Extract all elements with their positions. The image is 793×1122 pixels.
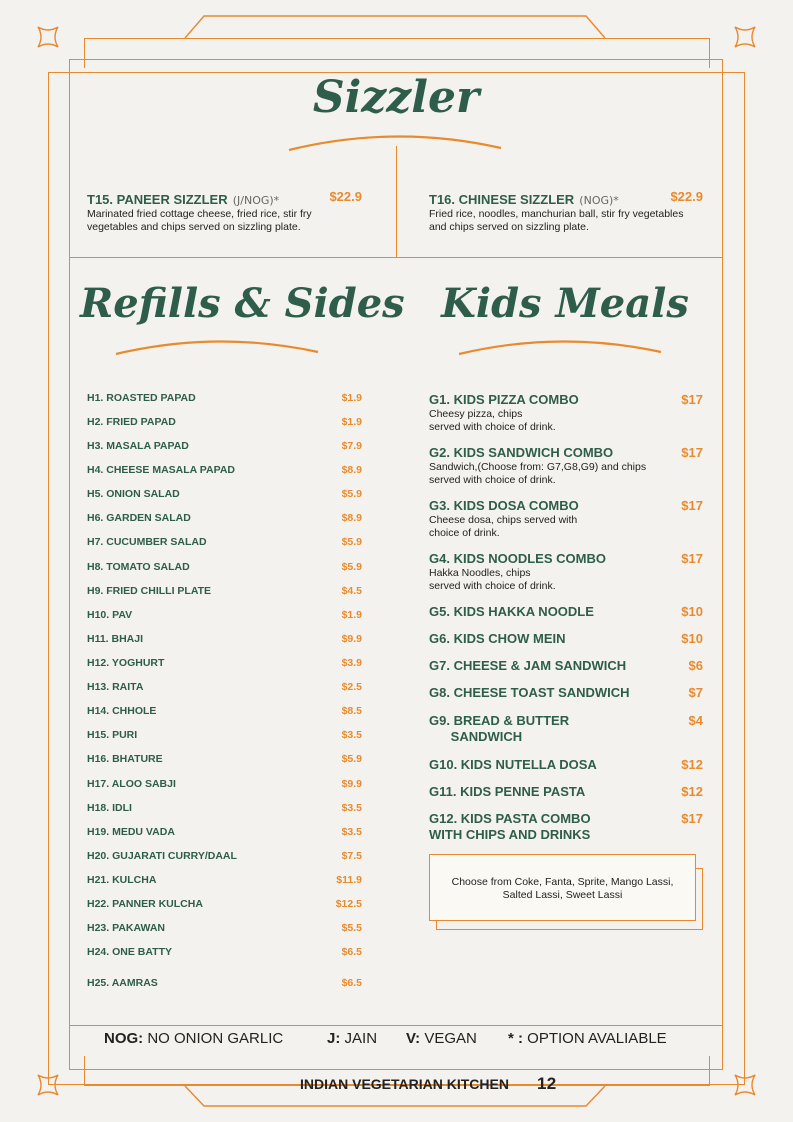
refill-item-name: H10. PAV bbox=[87, 609, 133, 621]
item-price: $22.9 bbox=[329, 189, 362, 204]
refill-item-price: $5.5 bbox=[341, 922, 362, 934]
refill-item bbox=[87, 898, 362, 910]
refill-item-name: H16. BHATURE bbox=[87, 753, 163, 765]
corner-star-icon bbox=[37, 26, 59, 48]
refill-item-name: H11. BHAJI bbox=[87, 633, 144, 645]
kids-item bbox=[429, 757, 703, 773]
refill-item-name: H3. MASALA PAPAD bbox=[87, 440, 189, 452]
kids-item-title: G11. KIDS PENNE PASTA bbox=[429, 784, 586, 799]
item-note: (J/NOG)* bbox=[232, 194, 280, 207]
refill-item-name: H4. CHEESE MASALA PAPAD bbox=[87, 464, 235, 476]
legend-option bbox=[508, 1030, 667, 1047]
kids-item bbox=[429, 445, 703, 486]
refill-item-price: $7.5 bbox=[341, 850, 362, 862]
kids-item-title: G7. CHEESE & JAM SANDWICH bbox=[429, 658, 627, 673]
refill-item-name: H18. IDLI bbox=[87, 802, 132, 814]
kids-item-title: G2. KIDS SANDWICH COMBO bbox=[429, 445, 614, 460]
refill-item-price: $11.9 bbox=[336, 874, 362, 886]
kids-item-price: $12 bbox=[681, 757, 703, 772]
refill-item bbox=[87, 729, 362, 741]
refill-item-price: $8.9 bbox=[341, 512, 362, 524]
legend-jain bbox=[327, 1030, 377, 1047]
legend-value: NO ONION GARLIC bbox=[147, 1030, 284, 1047]
refill-item-name: H22. PANNER KULCHA bbox=[87, 898, 203, 910]
refill-item-price: $1.9 bbox=[341, 416, 362, 428]
top-frame-tab bbox=[180, 14, 610, 40]
kids-item-title: G9. BREAD & BUTTER SANDWICH bbox=[429, 713, 570, 744]
refill-item-name: H1. ROASTED PAPAD bbox=[87, 392, 196, 404]
refill-item-name: H9. FRIED CHILLI PLATE bbox=[87, 585, 212, 597]
refill-item-name: H21. KULCHA bbox=[87, 874, 157, 886]
refill-item bbox=[87, 778, 362, 790]
refill-item bbox=[87, 657, 362, 669]
refill-item-price: $3.9 bbox=[341, 657, 362, 669]
refill-item-price: $8.5 bbox=[341, 705, 362, 717]
refill-item-price: $7.9 bbox=[341, 440, 362, 452]
refill-item bbox=[87, 802, 362, 814]
legend-value: VEGAN bbox=[424, 1030, 477, 1047]
refill-item bbox=[87, 753, 362, 765]
kids-item-price: $17 bbox=[681, 811, 703, 826]
refill-item-name: H5. ONION SALAD bbox=[87, 488, 180, 500]
corner-star-icon bbox=[734, 1074, 756, 1096]
refill-item-name: H7. CUCUMBER SALAD bbox=[87, 536, 207, 548]
refill-item-name: H20. GUJARATI CURRY/DAAL bbox=[87, 850, 237, 862]
legend-value: OPTION AVALIABLE bbox=[527, 1030, 667, 1047]
refill-item-name: H17. ALOO SABJI bbox=[87, 778, 176, 790]
kids-item-title: G8. CHEESE TOAST SANDWICH bbox=[429, 685, 630, 700]
restaurant-name: INDIAN VEGETARIAN KITCHEN bbox=[300, 1076, 509, 1092]
refill-item-name: H15. PURI bbox=[87, 729, 138, 741]
kids-item bbox=[429, 392, 703, 433]
item-description: Marinated fried cottage cheese, fried rice, stir fry vegetables and chips served on sizzling plate. bbox=[87, 208, 312, 233]
refill-item bbox=[87, 850, 362, 862]
kids-item-description: Sandwich,(Choose from: G7,G8,G9) and chips served with choice of drink. bbox=[429, 461, 647, 486]
refill-item bbox=[87, 512, 362, 524]
refill-item bbox=[87, 561, 362, 573]
refill-item-name: H14. CHHOLE bbox=[87, 705, 157, 717]
refill-item-price: $5.9 bbox=[341, 561, 362, 573]
refill-item-price: $3.5 bbox=[341, 826, 362, 838]
heading-swoosh bbox=[455, 334, 665, 360]
refill-item bbox=[87, 609, 362, 621]
refill-item bbox=[87, 977, 362, 989]
refill-item-name: H19. MEDU VADA bbox=[87, 826, 175, 838]
refill-item-price: $4.5 bbox=[341, 585, 362, 597]
refill-item bbox=[87, 922, 362, 934]
refill-item bbox=[87, 874, 362, 886]
kids-item-price: $17 bbox=[681, 445, 703, 460]
kids-item-description: Cheesy pizza, chips served with choice of drink. bbox=[429, 408, 556, 433]
sizzler-divider bbox=[396, 146, 397, 258]
sizzler-heading: Sizzler bbox=[312, 72, 480, 123]
refill-item bbox=[87, 488, 362, 500]
kids-item-description: Hakka Noodles, chips served with choice of drink. bbox=[429, 567, 556, 592]
legend-value: JAIN bbox=[344, 1030, 378, 1047]
item-price: $22.9 bbox=[670, 189, 703, 204]
kids-item bbox=[429, 631, 703, 647]
refill-item-price: $2.5 bbox=[341, 681, 362, 693]
legend-key: NOG: bbox=[104, 1030, 144, 1047]
sizzler-item-t15 bbox=[87, 189, 362, 233]
kids-item-title: G12. KIDS PASTA COMBO WITH CHIPS AND DRINKS bbox=[429, 811, 591, 842]
kids-item-price: $17 bbox=[681, 551, 703, 566]
refill-item-name: H2. FRIED PAPAD bbox=[87, 416, 176, 428]
refill-item-price: $5.9 bbox=[341, 488, 362, 500]
refill-item bbox=[87, 536, 362, 548]
refill-item bbox=[87, 681, 362, 693]
kids-item-price: $17 bbox=[681, 392, 703, 407]
legend-key: * : bbox=[508, 1030, 523, 1047]
refill-item-price: $6.5 bbox=[341, 946, 362, 958]
kids-item-title: G1. KIDS PIZZA COMBO bbox=[429, 392, 579, 407]
kids-item bbox=[429, 658, 703, 674]
refill-item-price: $5.9 bbox=[341, 753, 362, 765]
legend-vegan bbox=[406, 1030, 477, 1047]
item-description: Fried rice, noodles, manchurian ball, stir fry vegetables and chips served on sizzling plate. bbox=[429, 208, 684, 233]
refill-item bbox=[87, 440, 362, 452]
refill-item-name: H13. RAITA bbox=[87, 681, 144, 693]
refill-item-price: $5.9 bbox=[341, 536, 362, 548]
refill-item-name: H25. AAMRAS bbox=[87, 977, 158, 989]
refill-item-name: H6. GARDEN SALAD bbox=[87, 512, 191, 524]
kids-item-price: $4 bbox=[688, 713, 703, 728]
refill-item-name: H24. ONE BATTY bbox=[87, 946, 172, 958]
kids-item-description: Cheese dosa, chips served with choice of drink. bbox=[429, 514, 578, 539]
refill-item bbox=[87, 416, 362, 428]
refills-heading: Refills & Sides bbox=[80, 280, 405, 327]
kids-item bbox=[429, 604, 703, 620]
sizzler-item-t16 bbox=[429, 189, 703, 233]
refill-item-price: $1.9 bbox=[341, 609, 362, 621]
refill-item-price: $9.9 bbox=[341, 633, 362, 645]
heading-swoosh bbox=[112, 334, 322, 360]
legend-key: V: bbox=[406, 1030, 421, 1047]
kids-item bbox=[429, 713, 703, 745]
kids-item-price: $12 bbox=[681, 784, 703, 799]
legend-key: J: bbox=[327, 1030, 341, 1047]
page-number: 12 bbox=[537, 1074, 557, 1093]
kids-item bbox=[429, 811, 703, 843]
refill-item bbox=[87, 585, 362, 597]
refill-item-price: $3.5 bbox=[341, 729, 362, 741]
kids-item-price: $17 bbox=[681, 498, 703, 513]
refill-item bbox=[87, 464, 362, 476]
corner-star-icon bbox=[37, 1074, 59, 1096]
kids-item-title: G6. KIDS CHOW MEIN bbox=[429, 631, 566, 646]
kids-item-price: $7 bbox=[688, 685, 703, 700]
legend-nog bbox=[104, 1030, 283, 1047]
kids-item-title: G3. KIDS DOSA COMBO bbox=[429, 498, 579, 513]
refill-item-price: $6.5 bbox=[341, 977, 362, 989]
kids-item-price: $10 bbox=[681, 631, 703, 646]
section-divider bbox=[69, 257, 723, 258]
heading-swoosh bbox=[285, 128, 505, 156]
refill-item-price: $1.9 bbox=[341, 392, 362, 404]
refill-item-price: $3.5 bbox=[341, 802, 362, 814]
refill-item-name: H12. YOGHURT bbox=[87, 657, 165, 669]
refill-item bbox=[87, 946, 362, 958]
item-note: (NOG)* bbox=[579, 194, 619, 207]
refill-item bbox=[87, 705, 362, 717]
refill-item bbox=[87, 633, 362, 645]
drinks-note: Choose from Coke, Fanta, Sprite, Mango Lassi, Salted Lassi, Sweet Lassi bbox=[429, 854, 696, 921]
kids-item-title: G4. KIDS NOODLES COMBO bbox=[429, 551, 606, 566]
kids-item bbox=[429, 551, 703, 592]
refill-item bbox=[87, 826, 362, 838]
kids-item bbox=[429, 498, 703, 539]
item-title: T16. CHINESE SIZZLER bbox=[429, 192, 575, 207]
refill-item-name: H23. PAKAWAN bbox=[87, 922, 165, 934]
kids-item-title: G10. KIDS NUTELLA DOSA bbox=[429, 757, 597, 772]
kids-heading: Kids Meals bbox=[441, 280, 689, 327]
refill-item-price: $8.9 bbox=[341, 464, 362, 476]
refill-item-price: $12.5 bbox=[335, 898, 362, 910]
item-title: T15. PANEER SIZZLER bbox=[87, 192, 228, 207]
kids-item bbox=[429, 685, 703, 701]
refill-item-name: H8. TOMATO SALAD bbox=[87, 561, 190, 573]
kids-item bbox=[429, 784, 703, 800]
refill-item-price: $9.9 bbox=[341, 778, 362, 790]
top-frame-box bbox=[84, 38, 710, 68]
kids-item-price: $6 bbox=[688, 658, 703, 673]
refill-item bbox=[87, 392, 362, 404]
legend-divider bbox=[69, 1025, 723, 1026]
kids-item-title: G5. KIDS HAKKA NOODLE bbox=[429, 604, 594, 619]
corner-star-icon bbox=[734, 26, 756, 48]
kids-item-price: $10 bbox=[681, 604, 703, 619]
